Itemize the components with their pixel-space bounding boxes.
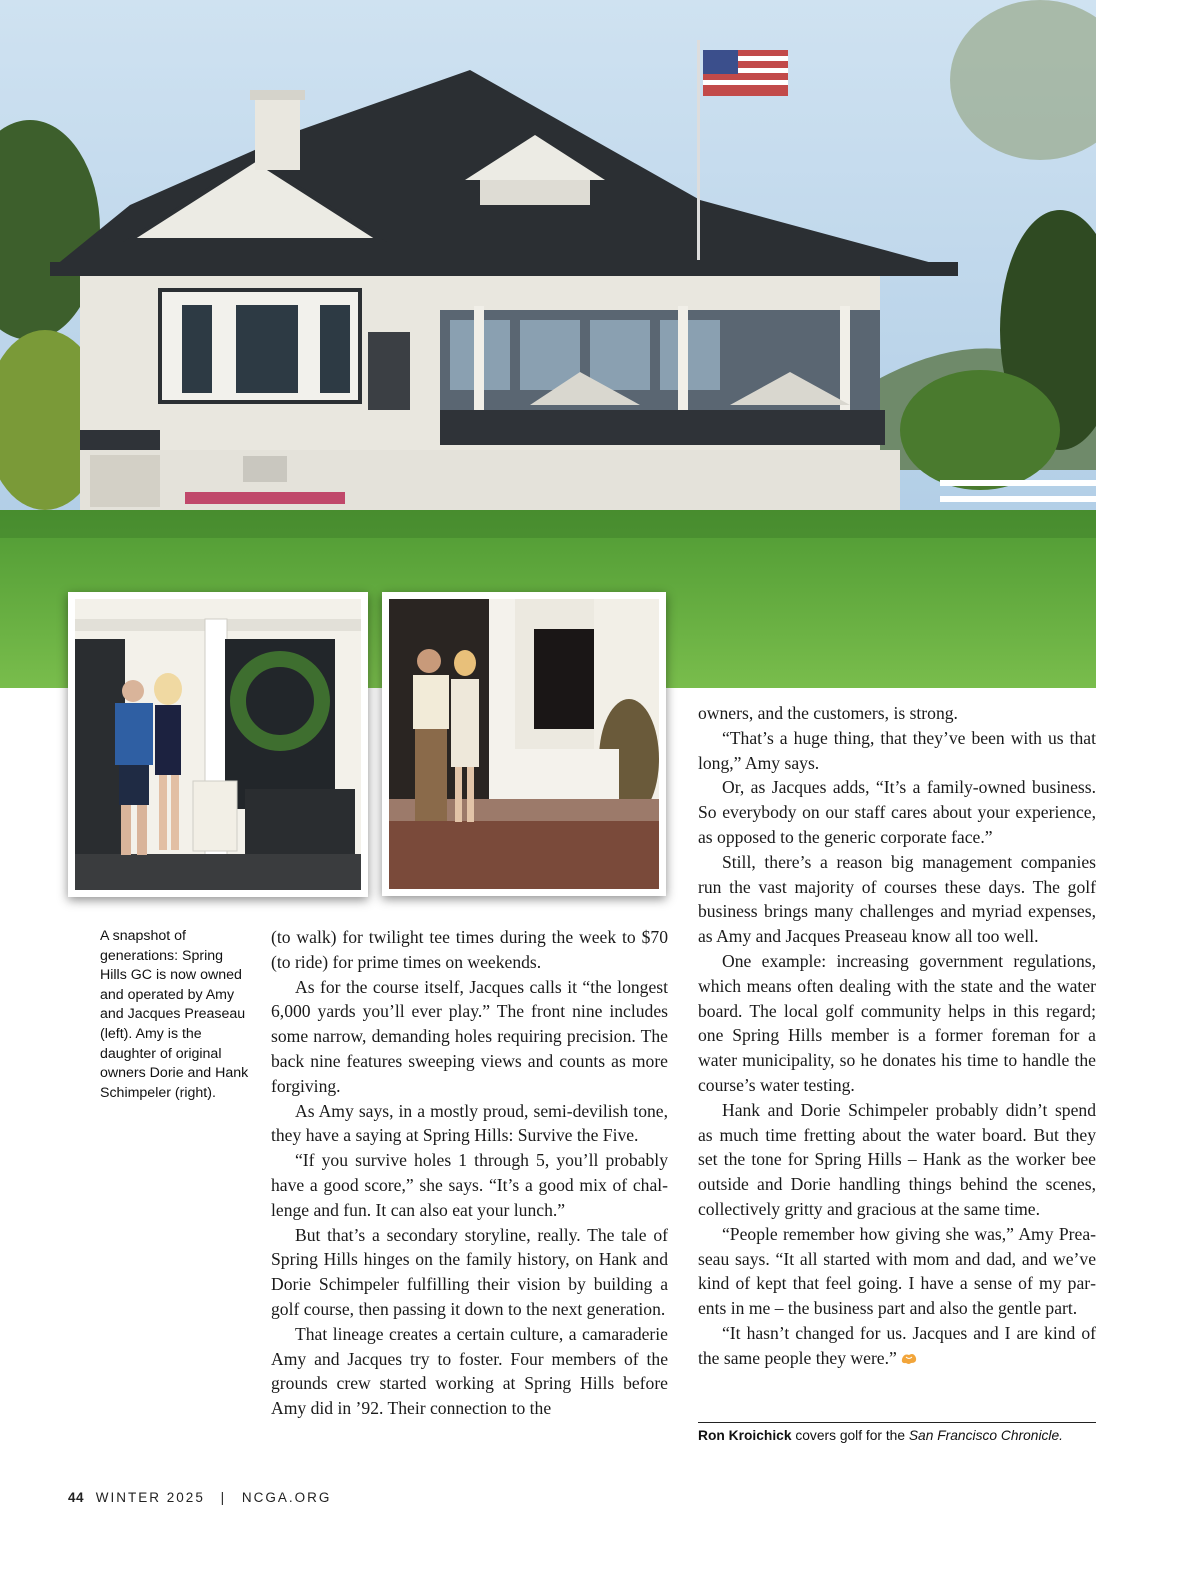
page-footer (68, 1490, 331, 1505)
paragraph: Still, there’s a reason big management companies run the vast majority of courses these days. The golf business brings many challenges and myriad expenses, as Amy and Jacques Preaseau know all too well. (698, 851, 1096, 947)
ncga-logo-icon (900, 1352, 918, 1365)
byline-text: covers golf for the (791, 1428, 909, 1443)
paragraph: As for the course itself, Jacques calls it “the longest 6,000 yards you’ll ever play.” The front nine includes some narrow, demanding holes requiring precision. The back nine features sweeping views and counts as more forgiving. (271, 976, 668, 1096)
paragraph: That lineage creates a certain culture, a camaraderie Amy and Jacques try to foster. Four members of the grounds crew started working at Spring Hills before Amy did in ’92. Their connection to the (271, 1323, 668, 1419)
paragraph: “If you survive holes 1 through 5, you’ll probably have a good score,” she says. “It’s a good mix of challenge and fun. It can also eat your lunch.” (271, 1150, 668, 1220)
issue-label: WINTER 2025 (95, 1490, 205, 1505)
paragraph: But that’s a secondary storyline, really. The tale of Spring Hills hinges on the family history, on Hank and Dorie Schimpeler fulfilling their vision by building a golf course, then passing it down to the next generation. (271, 1224, 668, 1319)
page-number: 44 (68, 1490, 85, 1505)
photo-caption: A snapshot of generations: Spring Hills GC is now owned and operated by Amy and Jacques Preaseau (left). Amy is the daughter of original owners Dorie and Hank Schimpeler (right). (100, 928, 249, 1101)
paragraph: One example: increasing government regulations, which means often dealing with the state and the water board. The local golf community helps in this regard; one Spring Hills member is a former foreman for a water municipality, so he donates his time to handle the course’s water testing. (698, 950, 1096, 1095)
original-owners-photo-illustration (389, 599, 659, 889)
paragraph: (to walk) for twilight tee times during the week to $70 (to ride) for prime times on weekends. (271, 927, 668, 972)
footer-separator: | (220, 1490, 227, 1505)
author-byline (698, 1422, 1096, 1443)
paragraph: As Amy says, in a mostly proud, semi-devilish tone, they have a saying at Spring Hills: Survive the Five. (271, 1100, 668, 1146)
paragraph: “That’s a huge thing, that they’ve been with us that long,” Amy says. (698, 727, 1096, 773)
body-column-right (698, 701, 1096, 1371)
final-paragraph-text: “It hasn’t changed for us. Jacques and I are kind of the same people they were.” (698, 1322, 1096, 1368)
inset-photo-original-owners (382, 592, 666, 896)
paragraph: owners, and the customers, is strong. (698, 703, 958, 723)
author-name: Ron Kroichick (698, 1428, 792, 1443)
final-paragraph (698, 1321, 1096, 1371)
clubhouse-illustration (0, 0, 1096, 688)
hero-photo (0, 0, 1096, 688)
site-link[interactable]: NCGA.ORG (241, 1490, 332, 1505)
paragraph: “People remember how giving she was,” Amy Preaseau says. “It all started with mom and dad, and we’ve kind of kept that feel going. I have a sense of my parents in me – the business part and also the gentle part. (698, 1223, 1096, 1319)
paragraph: Hank and Dorie Schimpeler probably didn’t spend as much time fretting about the water board. But they set the tone for Spring Hills – Hank as the worker bee outside and Dorie handling things behind the scenes, collectively gritty and gracious at the same time. (698, 1099, 1096, 1219)
owners-photo-illustration (75, 599, 361, 890)
paragraph: Or, as Jacques adds, “It’s a family-owned business. So everybody on our staff cares about your experience, as opposed to the generic corporate face.” (698, 777, 1096, 847)
body-column-middle (271, 925, 668, 1421)
publication-name: San Francisco Chronicle. (908, 1428, 1063, 1443)
inset-photo-owners (68, 592, 368, 897)
